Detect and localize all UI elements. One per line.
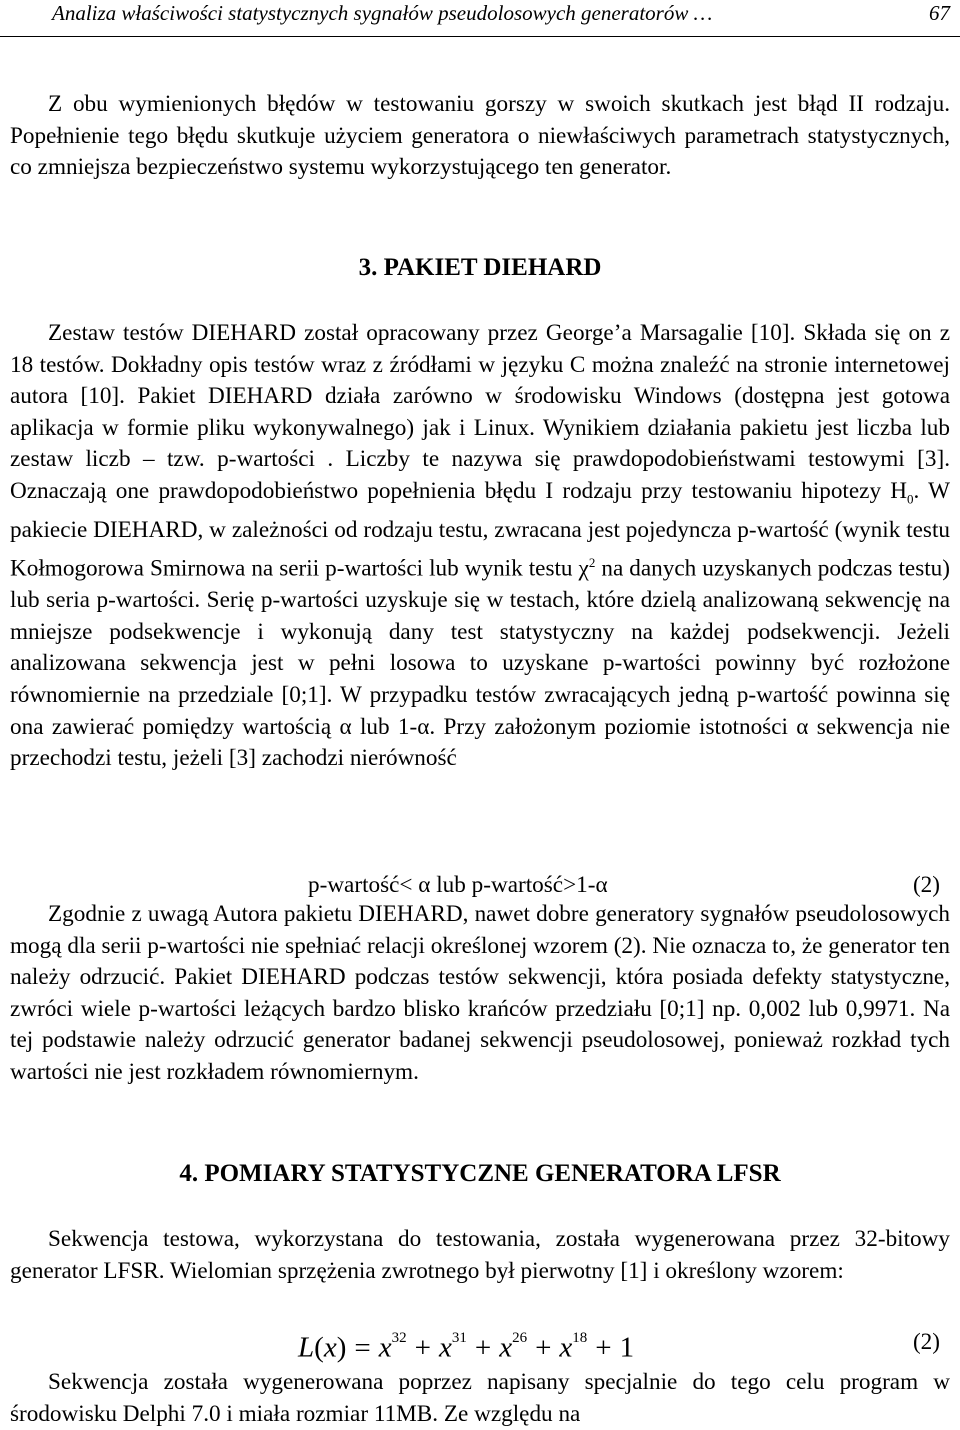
chi-square-superscript: 2	[588, 554, 596, 570]
section-3-paragraph-1: Zestaw testów DIEHARD został opracowany przez George’a Marsagalie [10]. Składa się on z 18 testów. Dokładny opis testów wraz z źródłami w języku C można znaleźć na stronie internetowej autora [10]. Pakiet DIEHARD działa zarówno w środowisku Windows (dostępna jest gotowa aplikacja w formie pliku wykonywalnego) jak i Linux. Wynikiem działania pakietu jest liczba lub zestaw liczb – tzw. p-wartości . Liczby te nazywa się prawdopodobieństwami testowymi [3]. Oznaczają one prawdopodobieństwo popełnienia błędu I rodzaju przy testowaniu hipotezy $H_0$. W pakiecie DIEHARD, w zależności od rodzaju testu, zwracana jest pojedyncza p-wartość (wynik testu Kołmogorowa Smirnowa na serii p-wartości lub wynik testu $\chi^2$ na danych uzyskanych podczas testu) lub seria p-wartości. Serię p-wartości uzyskuje się w testach, które dzielą analizowaną sekwencję na mniejsze podsekwencje i wykonują dany test statystyczny na każdej podsekwencji. Jeżeli analizowana sekwencja jest w pełni losowa to uzyskane p-wartości powinny być rozłożone równomiernie na przedziale [0;1]. W przypadku testów zwracających jedną p-wartość powinna się ona zawierać pomiędzy wartością α lub 1-α. Przy założonym poziomie istotności α sekwencja nie przechodzi testu, jeżeli [3] zachodzi nierówność	[10, 320, 950, 772]
section-4-paragraph-1: Sekwencja testowa, wykorzystana do testowania, została wygenerowana przez 32-bitowy generator LFSR. Wielomian sprzężenia zwrotnego był pierwotny [1] i określony wzorem:	[10, 1226, 950, 1284]
inequality-body: p-wartość< α lub p-wartość>1-α	[308, 872, 608, 898]
polynomial-formula	[10, 1320, 950, 1364]
h0-subscript: 0	[907, 491, 914, 507]
section-4-paragraph-2: Sekwencja została wygenerowana poprzez napisany specjalnie do tego celu program w środowisku Delphi 7.0 i miała rozmiar 11MB. Ze względu na	[10, 1369, 950, 1427]
page-number: 67	[929, 1, 950, 25]
inequality-number: (2)	[912, 872, 940, 898]
header-title: Analiza właściwości statystycznych sygnałów pseudolosowych generatorów …	[52, 1, 713, 25]
intro-paragraph: Z obu wymienionych błędów w testowaniu gorszy w swoich skutkach jest błąd II rodzaju. Popełnienie tego błędu skutkuje użyciem generatora o niewłaściwych parametrach statystycznych, co zmniejsza bezpieczeństwo systemu wykorzystującego ten generator.	[10, 91, 950, 181]
section-3-paragraph-2: Zgodnie z uwagą Autora pakietu DIEHARD, nawet dobre generatory sygnałów pseudolosowych mogą dla serii p-wartości nie spełniać relacji określonej wzorem (2). Nie oznacza to, że generator ten należy odrzucić. Pakiet DIEHARD podczas testów sekwencji, która posiada defekty statystyczne, zwróci wiele p-wartości leżących bardzo blisko krańców przedziału [0;1] np. 0,002 lub 0,9971. Na tej podstawie należy odrzucić generator badanej sekwencji pseudolosowej, ponieważ rozkład tych wartości nie jest rozkładem równomiernym.	[10, 901, 950, 1085]
section-3-heading: 3. PAKIET DIEHARD	[358, 254, 602, 281]
section-4-heading: 4. POMIARY STATYSTYCZNE GENERATORA LFSR	[179, 1160, 781, 1187]
polynomial-number: (2)	[912, 1329, 940, 1355]
inequality-equation	[10, 869, 950, 901]
running-header	[0, 0, 960, 37]
polynomial-expression: $L(x) = x^{32} + x^{31} + x^{26} + x^{18} + 1$	[298, 1330, 635, 1364]
